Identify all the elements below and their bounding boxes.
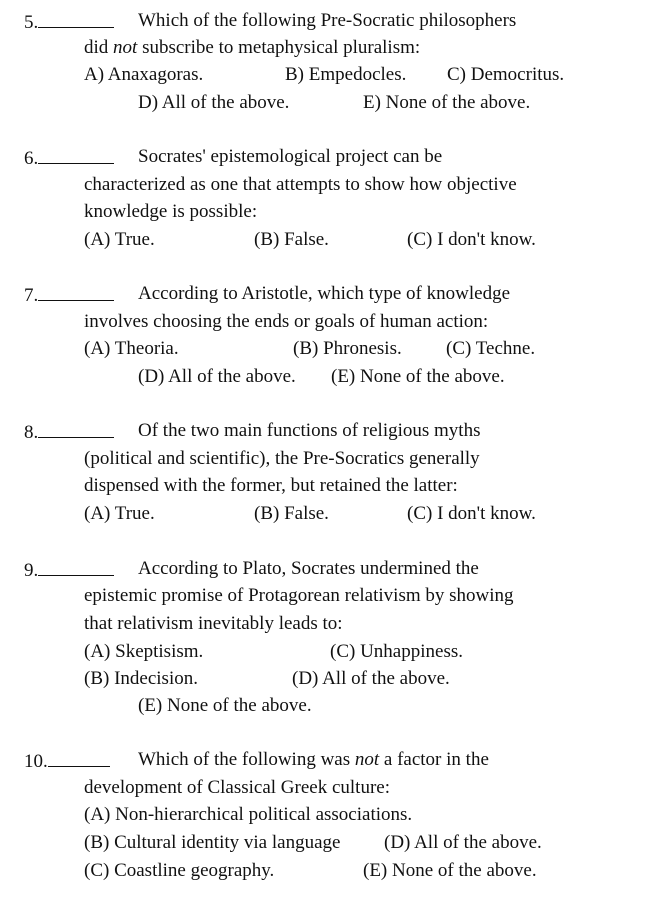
option-8-b: (B) False.	[254, 503, 329, 524]
option-10-b: (B) Cultural identity via language	[84, 832, 341, 853]
option-9-d: (D) All of the above.	[292, 668, 450, 689]
answer-blank-8[interactable]	[38, 420, 114, 438]
answer-blank-9[interactable]	[38, 558, 114, 576]
option-8-c: (C) I don't know.	[407, 503, 536, 524]
option-9-c: (C) Unhappiness.	[330, 641, 463, 662]
option-9-a: (A) Skeptisism.	[84, 641, 204, 662]
option-10-d: (D) All of the above.	[384, 832, 542, 853]
question-9-stem-line: epistemic promise of Protagorean relativism by showing	[84, 585, 514, 606]
question-6-number: 6.	[24, 146, 114, 170]
option-6-c: (C) I don't know.	[407, 229, 536, 250]
answer-blank-10[interactable]	[48, 749, 110, 767]
question-10-stem-line: development of Classical Greek culture:	[84, 777, 391, 798]
question-6-stem-line: knowledge is possible:	[84, 201, 258, 222]
option-7-e: (E) None of the above.	[331, 366, 505, 387]
option-5-e: E) None of the above.	[363, 92, 531, 113]
question-6-stem: Socrates' epistemological project can be	[138, 146, 443, 167]
answer-blank-6[interactable]	[38, 146, 114, 164]
question-8-stem-line: dispensed with the former, but retained the latter:	[84, 475, 458, 496]
question-5-stem: Which of the following Pre-Socratic philosophers	[138, 10, 517, 31]
question-9-number: 9.	[24, 558, 114, 582]
option-10-c: (C) Coastline geography.	[84, 860, 275, 881]
question-7-number: 7.	[24, 283, 114, 307]
question-8-stem-line: (political and scientific), the Pre-Socratics generally	[84, 448, 480, 469]
question-5-stem-line: did not subscribe to metaphysical pluralism:	[84, 37, 421, 58]
option-6-b: (B) False.	[254, 229, 329, 250]
option-5-c: C) Democritus.	[447, 64, 565, 85]
option-9-b: (B) Indecision.	[84, 668, 198, 689]
option-8-a: (A) True.	[84, 503, 155, 524]
question-6-stem-line: characterized as one that attempts to show how objective	[84, 174, 517, 195]
question-7-stem: According to Aristotle, which type of knowledge	[138, 283, 511, 304]
option-10-e: (E) None of the above.	[363, 860, 537, 881]
question-9-stem-line: that relativism inevitably leads to:	[84, 613, 343, 634]
option-7-c: (C) Techne.	[446, 338, 536, 359]
answer-blank-7[interactable]	[38, 283, 114, 301]
question-8-stem: Of the two main functions of religious myths	[138, 420, 481, 441]
option-9-e: (E) None of the above.	[138, 695, 312, 716]
question-7-stem-line: involves choosing the ends or goals of human action:	[84, 311, 489, 332]
option-7-b: (B) Phronesis.	[293, 338, 402, 359]
option-10-a: (A) Non-hierarchical political associations.	[84, 804, 413, 825]
question-10-number: 10.	[24, 749, 110, 773]
emphasis-not: not	[113, 37, 138, 58]
question-10-stem: Which of the following was not a factor in the	[138, 749, 489, 770]
option-5-d: D) All of the above.	[138, 92, 290, 113]
option-6-a: (A) True.	[84, 229, 155, 250]
option-7-d: (D) All of the above.	[138, 366, 296, 387]
question-5-number: 5.	[24, 10, 114, 34]
option-7-a: (A) Theoria.	[84, 338, 179, 359]
question-9-stem: According to Plato, Socrates undermined the	[138, 558, 479, 579]
answer-blank-5[interactable]	[38, 10, 114, 28]
option-5-b: B) Empedocles.	[285, 64, 407, 85]
emphasis-not: not	[354, 749, 380, 770]
question-8-number: 8.	[24, 420, 114, 444]
option-5-a: A) Anaxagoras.	[84, 64, 204, 85]
